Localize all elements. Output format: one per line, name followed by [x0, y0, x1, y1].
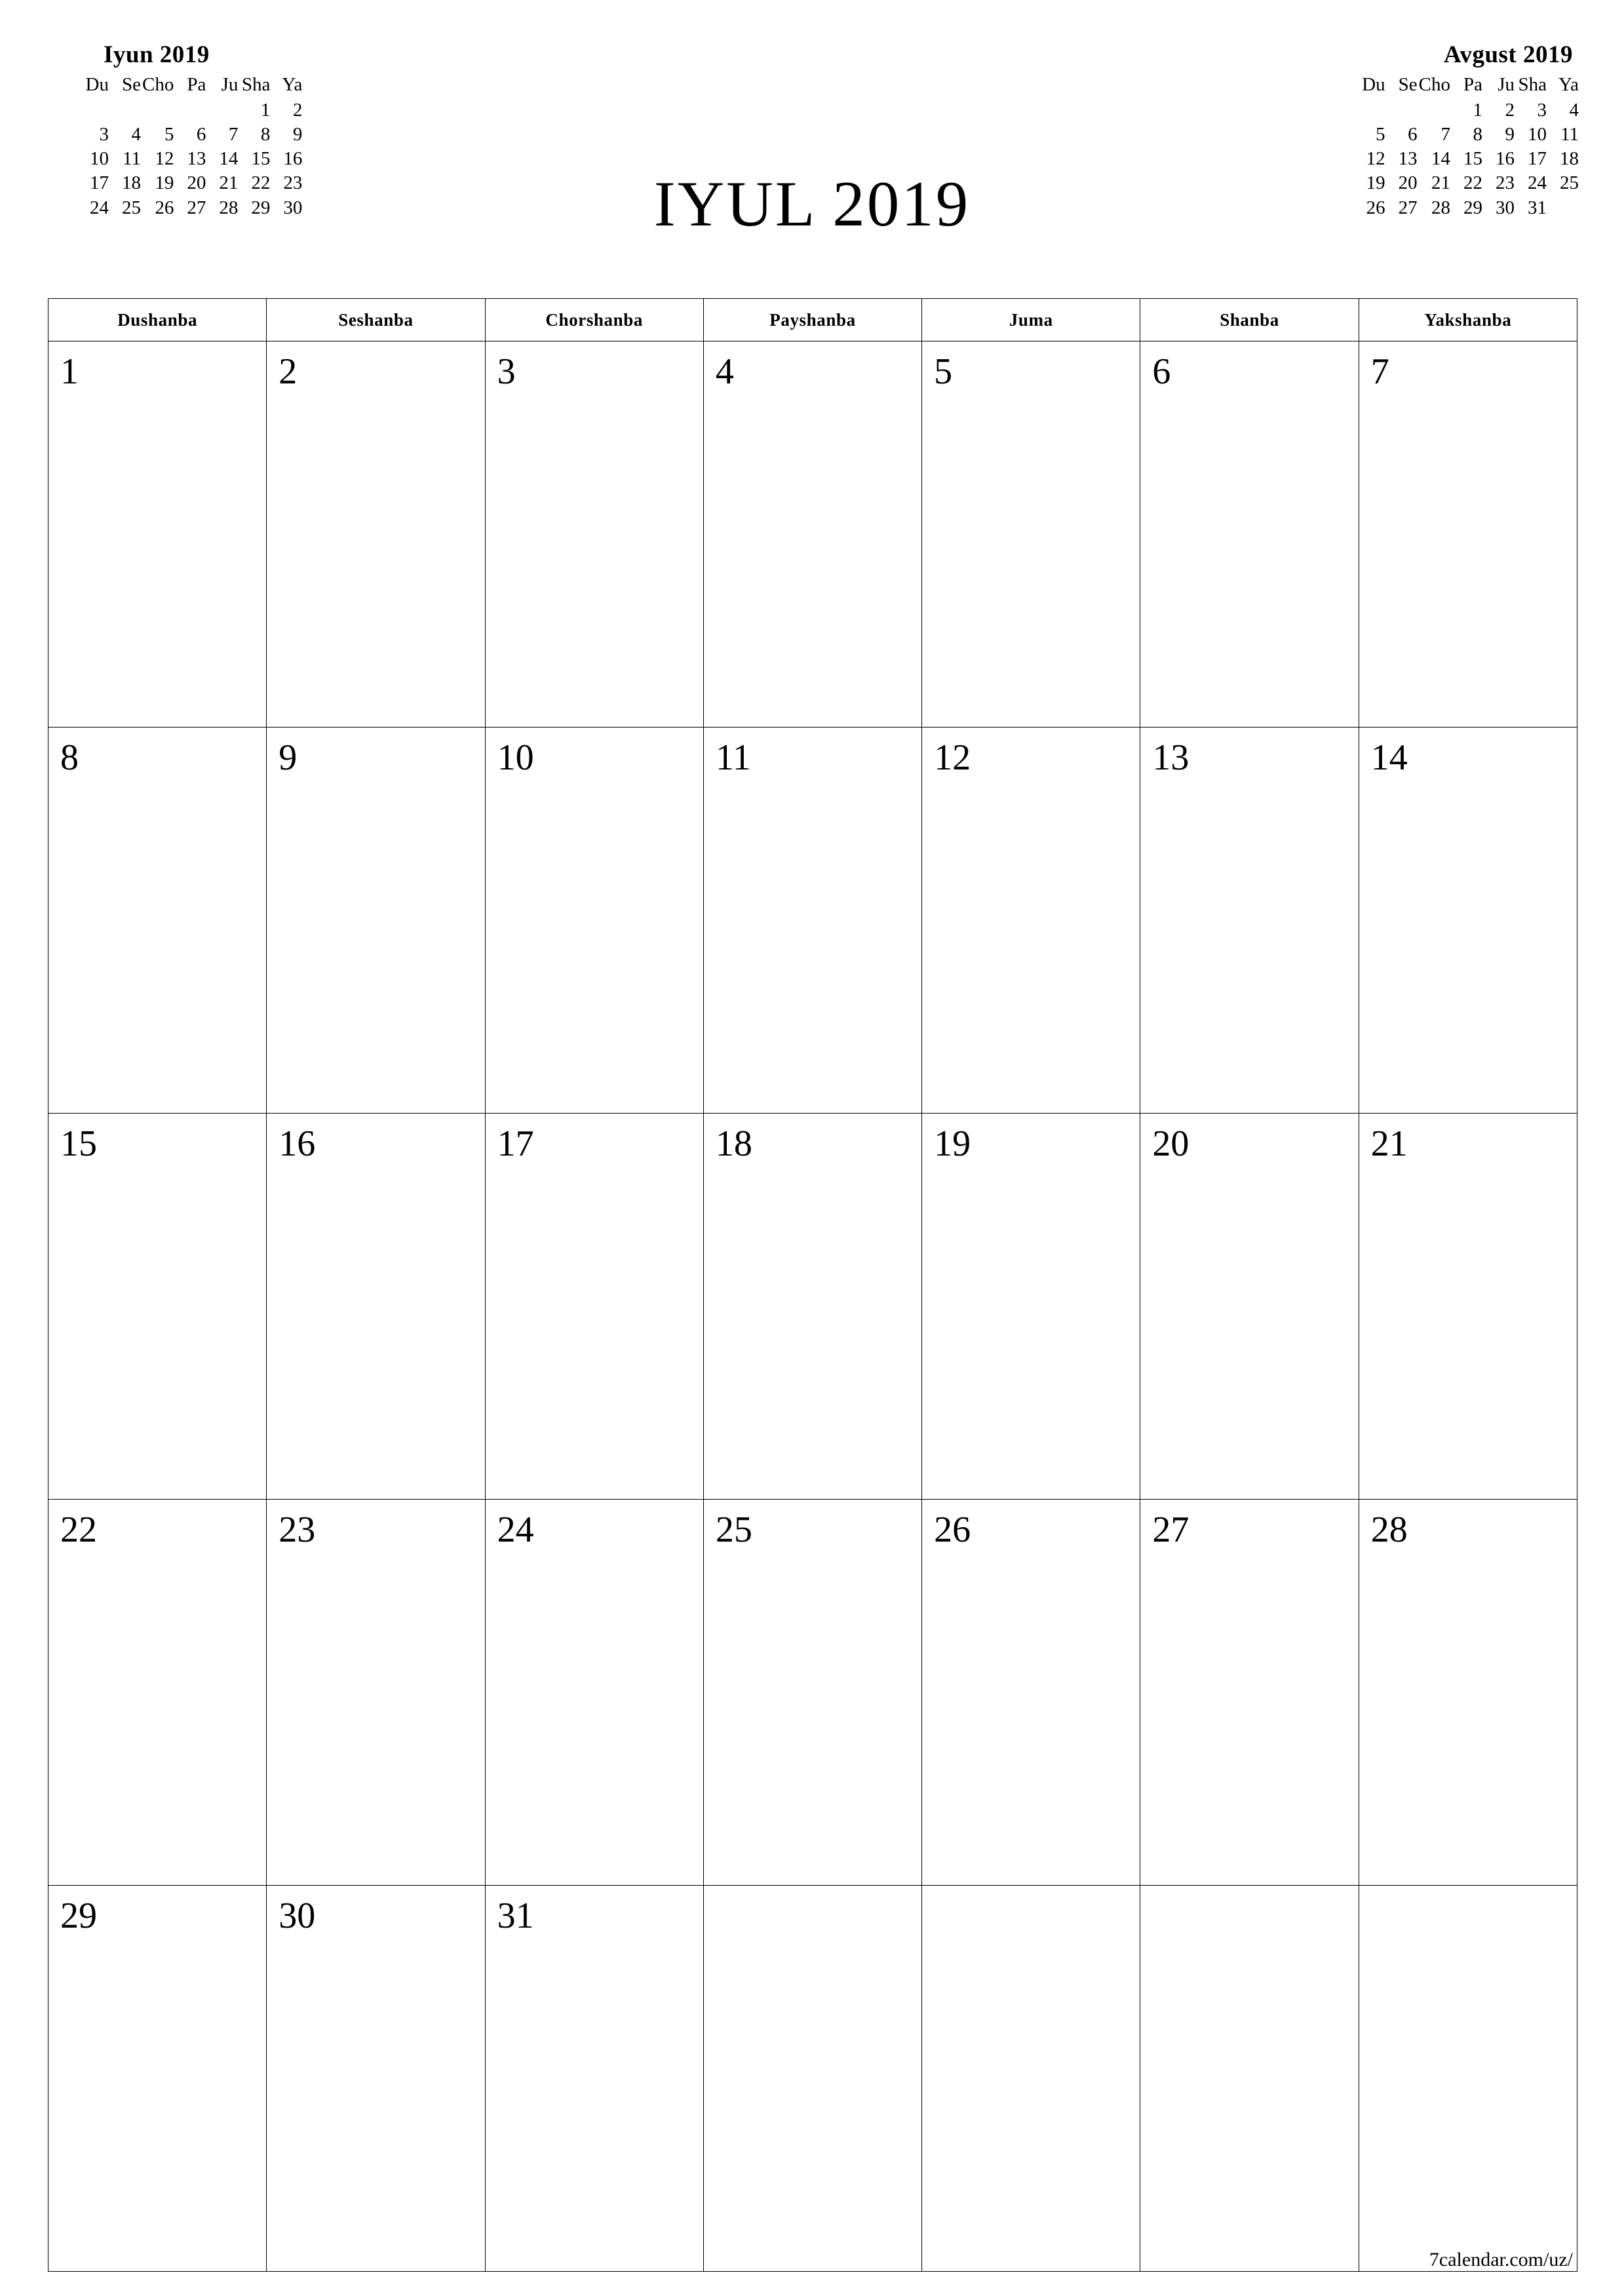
mini-day: 29 [1463, 197, 1482, 218]
mini-day: 29 [251, 197, 271, 218]
day-number: 27 [1152, 1509, 1189, 1550]
mini-calendar-next-title: Avgust 2019 [1443, 41, 1573, 68]
mini-day: 6 [1408, 124, 1418, 146]
mini-day: 22 [1463, 172, 1482, 194]
day-number: 29 [60, 1896, 97, 1936]
day-cell-empty [1359, 1886, 1577, 2272]
mini-weekday-sun: Ya [1558, 74, 1579, 95]
day-cell-empty [703, 1886, 921, 2272]
mini-day: 16 [1496, 148, 1515, 170]
day-number: 4 [715, 351, 734, 392]
day-number: 2 [279, 351, 298, 392]
day-number: 15 [60, 1123, 97, 1164]
mini-weekday-sat: Sha [1518, 74, 1547, 95]
mini-day: 4 [1569, 100, 1579, 121]
mini-day: 24 [90, 197, 109, 218]
day-cell-empty [922, 1886, 1140, 2272]
mini-calendar-prev-title: Iyun 2019 [104, 41, 210, 68]
day-cell[interactable] [485, 1886, 703, 2272]
day-cell[interactable] [267, 1886, 485, 2272]
day-number: 13 [1152, 737, 1189, 778]
day-cell[interactable] [703, 1500, 921, 1886]
mini-weekday-mon: Du [1362, 74, 1385, 95]
mini-day [142, 98, 174, 123]
mini-day: 19 [155, 172, 174, 194]
mini-day: 30 [283, 197, 303, 218]
day-number: 26 [934, 1509, 971, 1550]
mini-day: 21 [1431, 172, 1450, 194]
day-cell[interactable] [922, 341, 1140, 728]
mini-day: 21 [219, 172, 239, 194]
weekday-header-tuesday: Seshanba [267, 299, 485, 341]
day-cell[interactable] [485, 341, 703, 728]
mini-day: 16 [283, 148, 303, 170]
day-cell[interactable] [267, 1114, 485, 1500]
day-number: 16 [279, 1123, 316, 1164]
mini-day: 12 [1366, 148, 1385, 170]
mini-weekday-fri: Ju [1498, 74, 1515, 95]
day-cell[interactable] [1140, 1114, 1359, 1500]
mini-week-row [1354, 98, 1579, 123]
day-cell[interactable] [485, 1500, 703, 1886]
day-number: 5 [934, 351, 953, 392]
mini-weekday-fri: Ju [221, 74, 239, 95]
mini-day: 23 [1496, 172, 1515, 194]
day-cell[interactable] [922, 1114, 1140, 1500]
mini-weekday-wed: Cho [142, 74, 174, 95]
mini-day: 24 [1528, 172, 1547, 194]
mini-day: 10 [1528, 124, 1547, 146]
mini-week-row [1354, 123, 1579, 147]
day-cell[interactable] [48, 341, 267, 728]
mini-day [109, 98, 142, 123]
day-number: 23 [279, 1509, 316, 1550]
mini-day [1386, 98, 1418, 123]
mini-weekday-tue: Se [1398, 74, 1418, 95]
day-cell[interactable] [922, 728, 1140, 1114]
mini-day: 22 [251, 172, 271, 194]
day-cell[interactable] [1359, 341, 1577, 728]
mini-day: 9 [1505, 124, 1515, 146]
mini-weekday-thu: Pa [187, 74, 206, 95]
mini-weekday-wed: Cho [1418, 74, 1450, 95]
mini-day [1418, 98, 1451, 123]
day-number: 1 [60, 351, 79, 392]
mini-weekday-sun: Ya [282, 74, 303, 95]
mini-day: 9 [292, 124, 303, 146]
mini-day: 28 [219, 197, 239, 218]
day-cell[interactable] [48, 1500, 267, 1886]
mini-day: 23 [283, 172, 303, 194]
day-cell[interactable] [1140, 341, 1359, 728]
mini-day [206, 98, 239, 123]
mini-day: 11 [123, 148, 141, 170]
mini-day: 27 [187, 197, 206, 218]
mini-day: 1 [1473, 100, 1482, 121]
mini-day: 30 [1496, 197, 1515, 218]
mini-day: 2 [292, 100, 303, 121]
day-cell[interactable] [1359, 728, 1577, 1114]
day-number: 31 [497, 1896, 534, 1936]
day-number: 11 [715, 737, 751, 778]
weekday-header-thursday: Payshanba [703, 299, 921, 341]
mini-day: 13 [187, 148, 206, 170]
mini-week-row [77, 123, 303, 147]
mini-day: 14 [219, 148, 239, 170]
mini-day: 18 [1560, 148, 1579, 170]
mini-day: 19 [1366, 172, 1385, 194]
mini-day: 3 [99, 124, 109, 146]
weekday-header-friday: Juma [922, 299, 1140, 341]
day-number: 9 [279, 737, 298, 778]
day-number: 7 [1370, 351, 1389, 392]
day-number: 20 [1152, 1123, 1189, 1164]
day-cell[interactable] [48, 1114, 267, 1500]
day-cell[interactable] [485, 728, 703, 1114]
day-number: 30 [279, 1896, 316, 1936]
mini-day [1354, 98, 1386, 123]
day-cell[interactable] [1359, 1500, 1577, 1886]
mini-day [174, 98, 206, 123]
site-credit: 7calendar.com/uz/ [1429, 2249, 1573, 2270]
mini-day: 10 [90, 148, 109, 170]
mini-day: 1 [260, 100, 271, 121]
day-number: 22 [60, 1509, 97, 1550]
weekday-header-saturday: Shanba [1140, 299, 1359, 341]
day-number: 3 [497, 351, 516, 392]
day-number: 18 [715, 1123, 752, 1164]
weekday-header-monday: Dushanba [48, 299, 267, 341]
mini-day: 25 [122, 197, 141, 218]
mini-day: 18 [122, 172, 141, 194]
mini-day: 15 [251, 148, 271, 170]
day-number: 14 [1370, 737, 1408, 778]
mini-day: 20 [187, 172, 206, 194]
mini-week-row [77, 98, 303, 123]
mini-day [77, 98, 109, 123]
day-number: 21 [1370, 1123, 1408, 1164]
weekday-header-row [48, 299, 1577, 341]
day-cell-empty [1140, 1886, 1359, 2272]
mini-day: 7 [1440, 124, 1450, 146]
page-header [39, 26, 1585, 288]
day-cell[interactable] [485, 1114, 703, 1500]
day-cell[interactable] [703, 728, 921, 1114]
day-cell[interactable] [48, 1886, 267, 2272]
mini-day: 17 [90, 172, 109, 194]
day-number: 28 [1370, 1509, 1408, 1550]
mini-day: 31 [1528, 197, 1547, 218]
day-cell[interactable] [267, 728, 485, 1114]
day-cell[interactable] [1140, 728, 1359, 1114]
mini-day: 3 [1537, 100, 1547, 121]
mini-day: 14 [1431, 148, 1450, 170]
mini-weekday-tue: Se [122, 74, 141, 95]
day-number: 12 [934, 737, 971, 778]
day-cell[interactable] [267, 1500, 485, 1886]
mini-weekday-sat: Sha [241, 74, 271, 95]
month-grid [48, 298, 1577, 2272]
day-cell[interactable] [1140, 1500, 1359, 1886]
mini-day: 5 [1376, 124, 1385, 146]
weekday-header-wednesday: Chorshanba [485, 299, 703, 341]
day-number: 10 [497, 737, 534, 778]
mini-day: 28 [1431, 197, 1450, 218]
mini-day: 12 [155, 148, 174, 170]
mini-day: 8 [260, 124, 271, 146]
week-row [48, 728, 1577, 1114]
mini-day: 20 [1398, 172, 1418, 194]
day-number: 24 [497, 1509, 534, 1550]
mini-day: 25 [1560, 172, 1579, 194]
mini-day: 8 [1473, 124, 1482, 146]
day-cell[interactable] [922, 1500, 1140, 1886]
day-number: 19 [934, 1123, 971, 1164]
mini-day: 17 [1528, 148, 1547, 170]
mini-weekday-row [77, 73, 303, 98]
day-cell[interactable] [48, 728, 267, 1114]
mini-day: 26 [155, 197, 174, 218]
page-title: IYUL 2019 [653, 168, 971, 240]
mini-day: 26 [1366, 197, 1385, 218]
weekday-header-sunday: Yakshanba [1359, 299, 1577, 341]
day-number: 6 [1152, 351, 1171, 392]
mini-day: 11 [1560, 124, 1579, 146]
mini-day: 7 [228, 124, 239, 146]
mini-day: 5 [164, 124, 174, 146]
mini-day: 2 [1505, 100, 1515, 121]
day-number: 25 [715, 1509, 752, 1550]
day-cell[interactable] [267, 341, 485, 728]
mini-weekday-thu: Pa [1463, 74, 1482, 95]
day-number: 17 [497, 1123, 534, 1164]
mini-weekday-mon: Du [85, 74, 109, 95]
day-cell[interactable] [1359, 1114, 1577, 1500]
day-cell[interactable] [703, 1114, 921, 1500]
mini-day: 15 [1463, 148, 1482, 170]
day-cell[interactable] [703, 341, 921, 728]
week-row [48, 1500, 1577, 1886]
day-number: 8 [60, 737, 79, 778]
week-row [48, 1886, 1577, 2272]
mini-weekday-row [1354, 73, 1579, 98]
week-row [48, 1114, 1577, 1500]
mini-day: 13 [1398, 148, 1418, 170]
week-row [48, 341, 1577, 728]
mini-day: 6 [196, 124, 206, 146]
mini-day: 27 [1398, 197, 1418, 218]
mini-day: 4 [131, 124, 141, 146]
